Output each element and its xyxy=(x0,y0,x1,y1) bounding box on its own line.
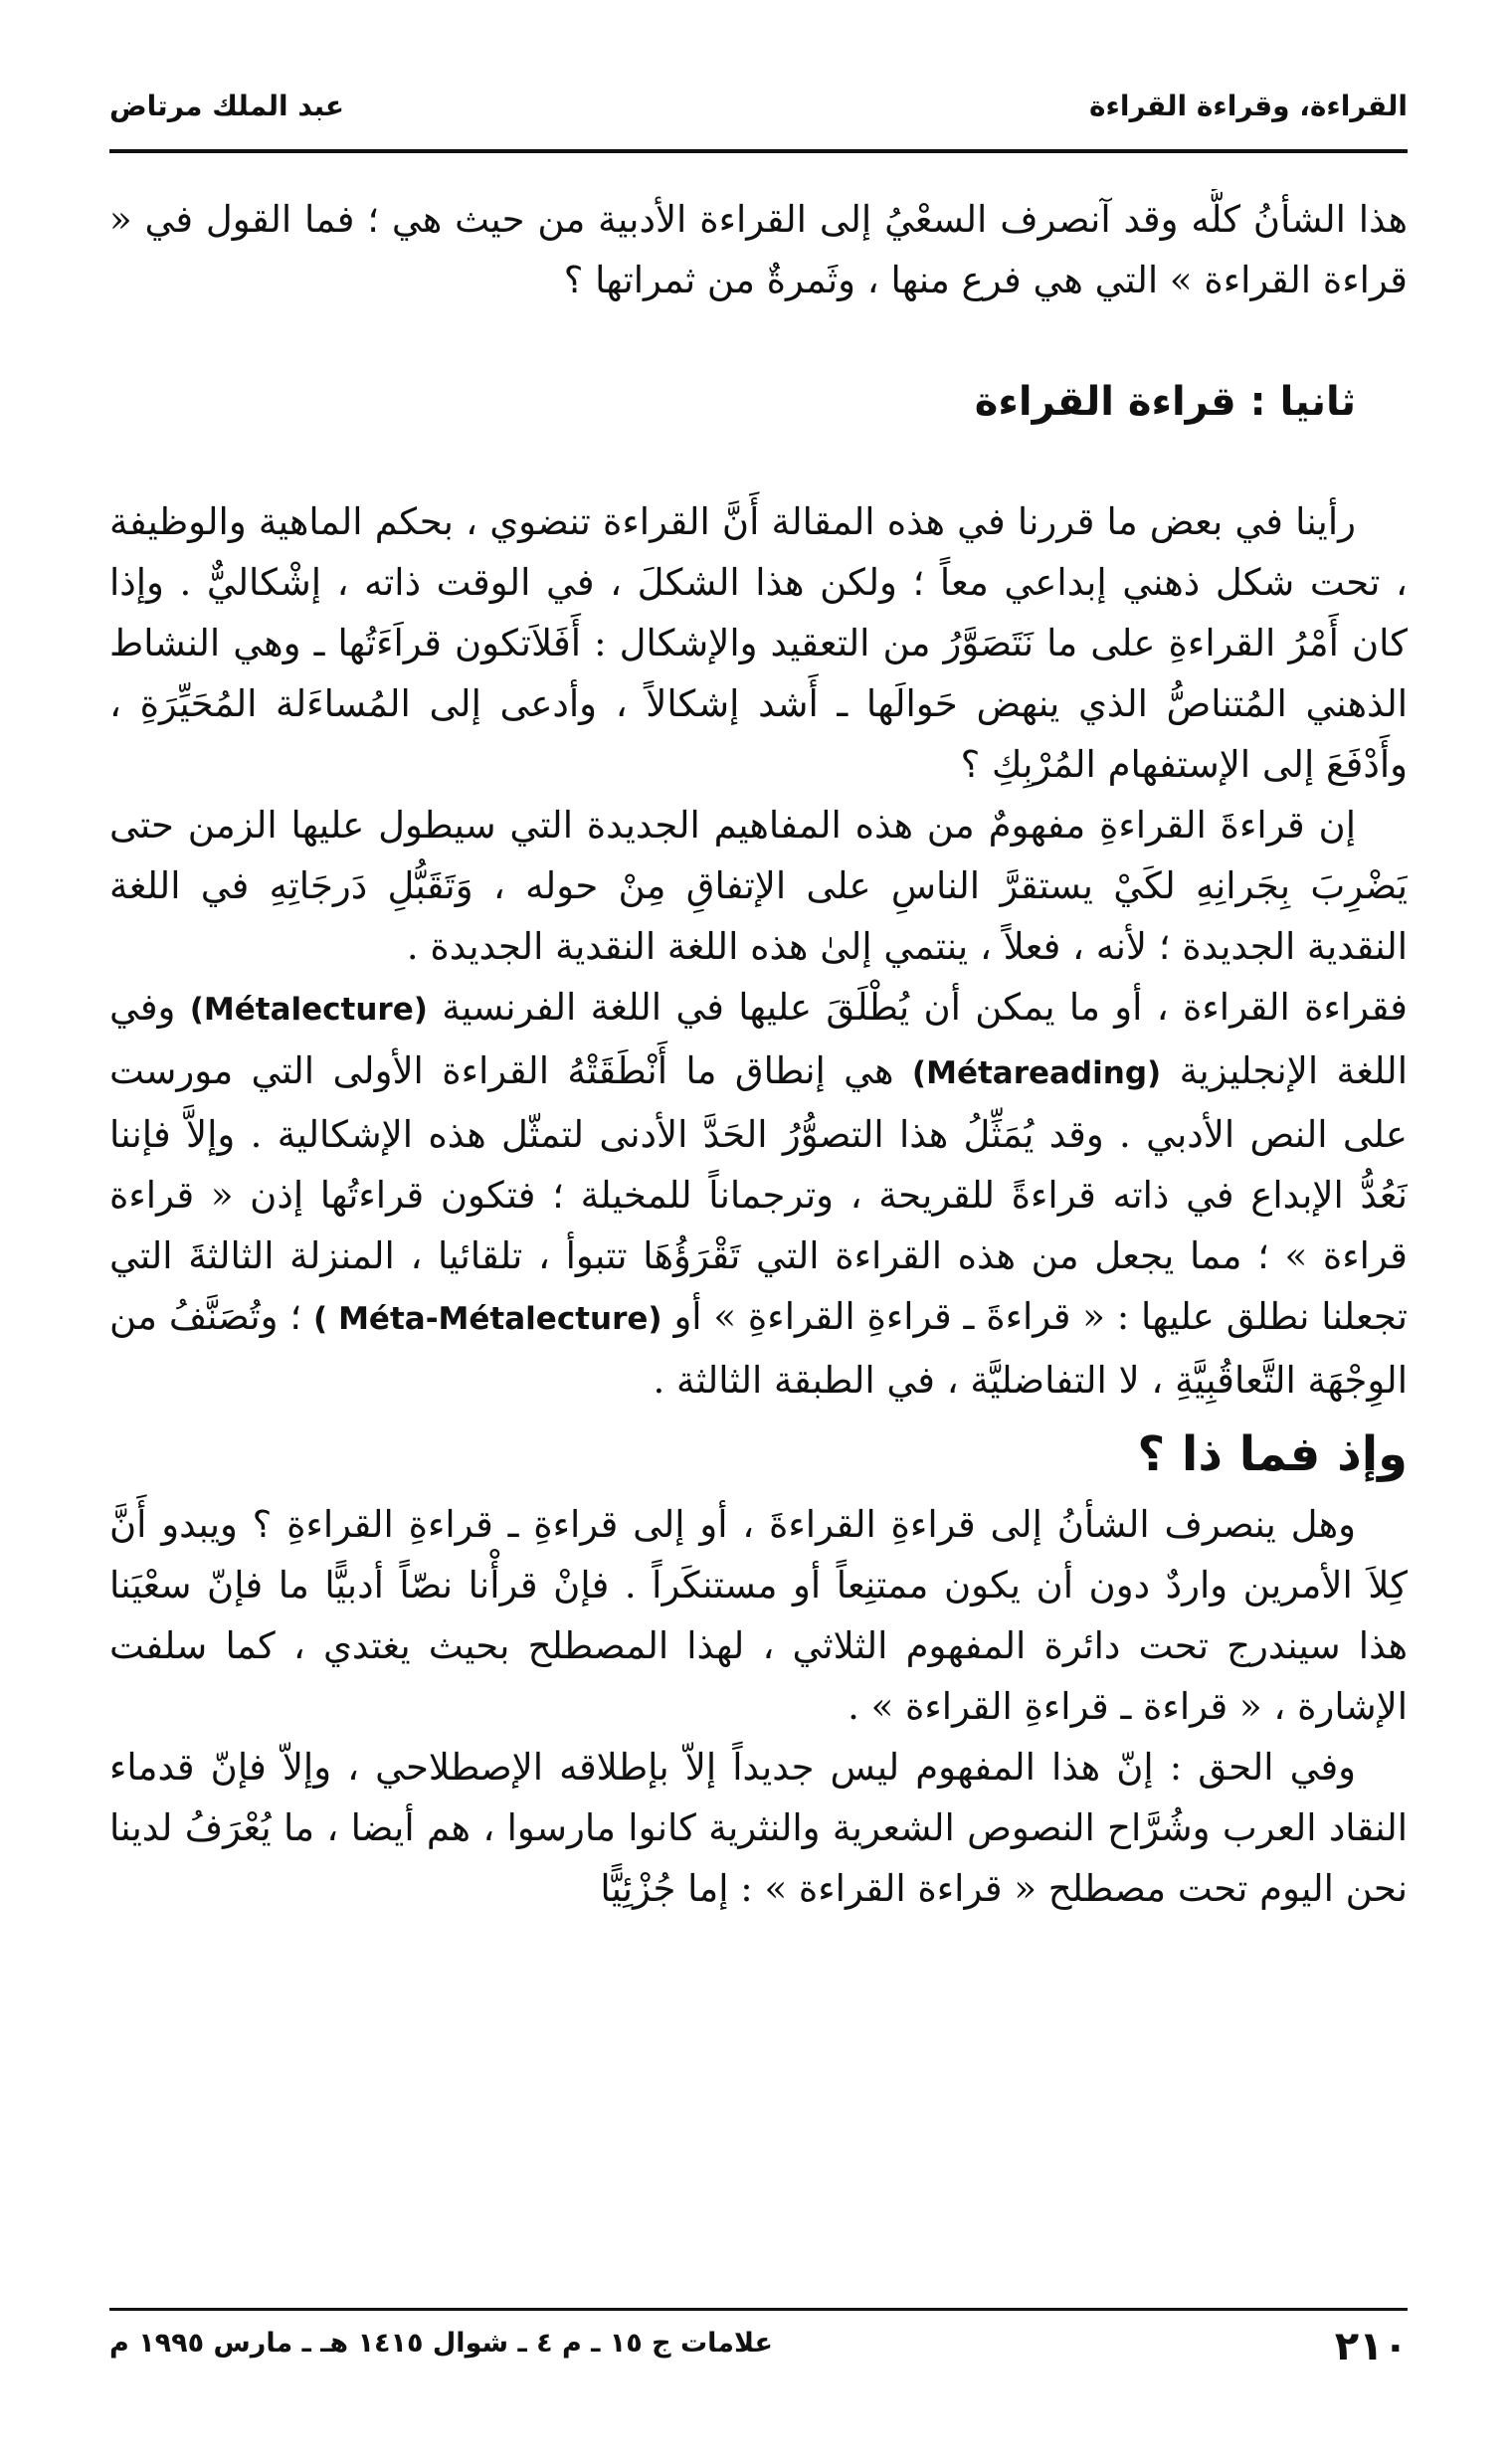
paragraph-1: رأينا في بعض ما قررنا في هذه المقالة أَنَّ القراءة تنضوي ، بحكم الماهية والوظيفة ، تحت شكل ذهني إبداعي معاً ؛ ولكن هذا الشكلَ ، في الوقت ذاته ، إشْكاليٌّ . وإذا كان أَمْرُ القراءةِ على ما نَتَصَوَّرُ من التعقيد والإشكال : أَفَلاَتكون قراَءَتُها ـ وهي النشاط الذهني المُتناصُّ الذي ينهض حَوالَها ـ أَشد إشكالاً ، وأدعى إلى المُساءَلة المُحَيِّرَةِ ، وأَدْفَعَ إلى الإستفهام المُرْبِكِ ؟ xyxy=(109,500,1408,786)
running-header xyxy=(109,82,1408,141)
paragraph-3-part-c: هي إنطاق ما أَنْطَقَتْهُ القراءة الأولى التي مورست على النص الأدبي . وقد يُمَثِّلُ هذا التصوُّرُ الحَدَّ الأدنى لتمثّل هذه الإشكالية . وإلاَّ فإننا نَعُدُّ الإبداع في ذاته قراءةً للقريحة ، وترجماناً للمخيلة ؛ فتكون قراءتُها إذن « قراءة قراءة » ؛ مما يجعل من هذه القراءة التي تَقْرَؤُهَا تتبوأ ، تلقائيا ، المنزلة الثالثةَ التي تجعلنا نطلق عليها : « قراءةَ ـ قراءةِ القراءةِ » أو xyxy=(109,1049,1408,1338)
footer-divider xyxy=(109,2308,1408,2311)
paragraph-2: إن قراءةَ القراءةِ مفهومٌ من هذه المفاهيم الجديدة التي سيطول عليها الزمن حتى يَضْرِبَ بِجَرانِهِ لكَيْ يستقرَّ الناسِ على الإتفاقِ مِنْ حوله ، وَتَقَبُّلِ دَرجَاتِهِ في اللغة النقدية الجديدة ؛ لأنه ، فعلاً ، ينتمي إلىٰ هذه اللغة النقدية الجديدة . xyxy=(109,804,1408,968)
paragraph-3-part-d: ؛ وتُصَنَّفُ من الوِجْهَة التَّعاقُبِيَّةِ ، لا التفاضليَّة ، في الطبقة الثالثة . xyxy=(109,1295,1408,1402)
paragraph-3-part-a: فقراءة القراءة ، أو ما يمكن أن يُطْلَقَ عليها في اللغة الفرنسية xyxy=(442,986,1408,1029)
subheading: وإذ فما ذا ؟ xyxy=(1137,1426,1408,1482)
term-metareading: (Métareading) xyxy=(911,1055,1162,1091)
article-body xyxy=(109,189,1408,2288)
term-metalecture: (Métalecture) xyxy=(189,992,428,1028)
author-name: عبد الملك مرتاض xyxy=(109,90,345,122)
paragraph-3 xyxy=(109,977,1408,1411)
running-title: القراءة، وقراءة القراءة xyxy=(1089,90,1408,122)
header-divider xyxy=(109,149,1408,153)
page-footer xyxy=(109,2324,1408,2393)
intro-paragraph: هذا الشأنُ كلُّه وقد آنصرف السعْيُ إلى القراءة الأدبية من حيث هي ؛ فما القول في « قراءة القراءة » التي هي فرع منها ، وثَمرةٌ من ثمراتها ؟ xyxy=(109,198,1408,301)
term-meta-metalecture: ( Méta-Métalecture) xyxy=(313,1301,662,1337)
paragraph-3-part-b: وفي اللغة الإنجليزية xyxy=(109,986,1408,1092)
section-heading: ثانيا : قراءة القراءة xyxy=(974,379,1356,425)
paragraph-4: وهل ينصرف الشأنُ إلى قراءةِ القراءةَ ، أو إلى قراءةِ ـ قراءةِ القراءةِ ؟ ويبدو أَنَّ كِلاَ الأمرين واردٌ دون أن يكون ممتنِعاً أو مستنكَراً . فإنْ قرأْنا نصّاً أدبيًّا ما فإنّ سعْيَنا هذا سيندرج تحت دائرة المفهوم الثلاثي ، لهذا المصطلح بحيث يغتدي ، كما سلفت الإشارة ، « قراءة ـ قراءةِ القراءة » . xyxy=(109,1503,1408,1728)
journal-info: علامات ج ١٥ ـ م ٤ ـ شوال ١٤١٥ هـ ـ مارس ١٩٩٥ م xyxy=(109,2328,773,2359)
paragraph-5: وفي الحق : إنّ هذا المفهوم ليس جديداً إلاّ بإطلاقه الإصطلاحي ، وإلاّ فإنّ قدماء النقاد العرب وشُرَّاح النصوص الشعرية والنثرية كانوا مارسوا ، هم أيضا ، ما يُعْرَفُ لدينا نحن اليوم تحت مصطلح « قراءة القراءة » : إما جُزْئِيًّا xyxy=(109,1746,1408,1910)
page-number: ٢١٠ xyxy=(1334,2324,1408,2369)
